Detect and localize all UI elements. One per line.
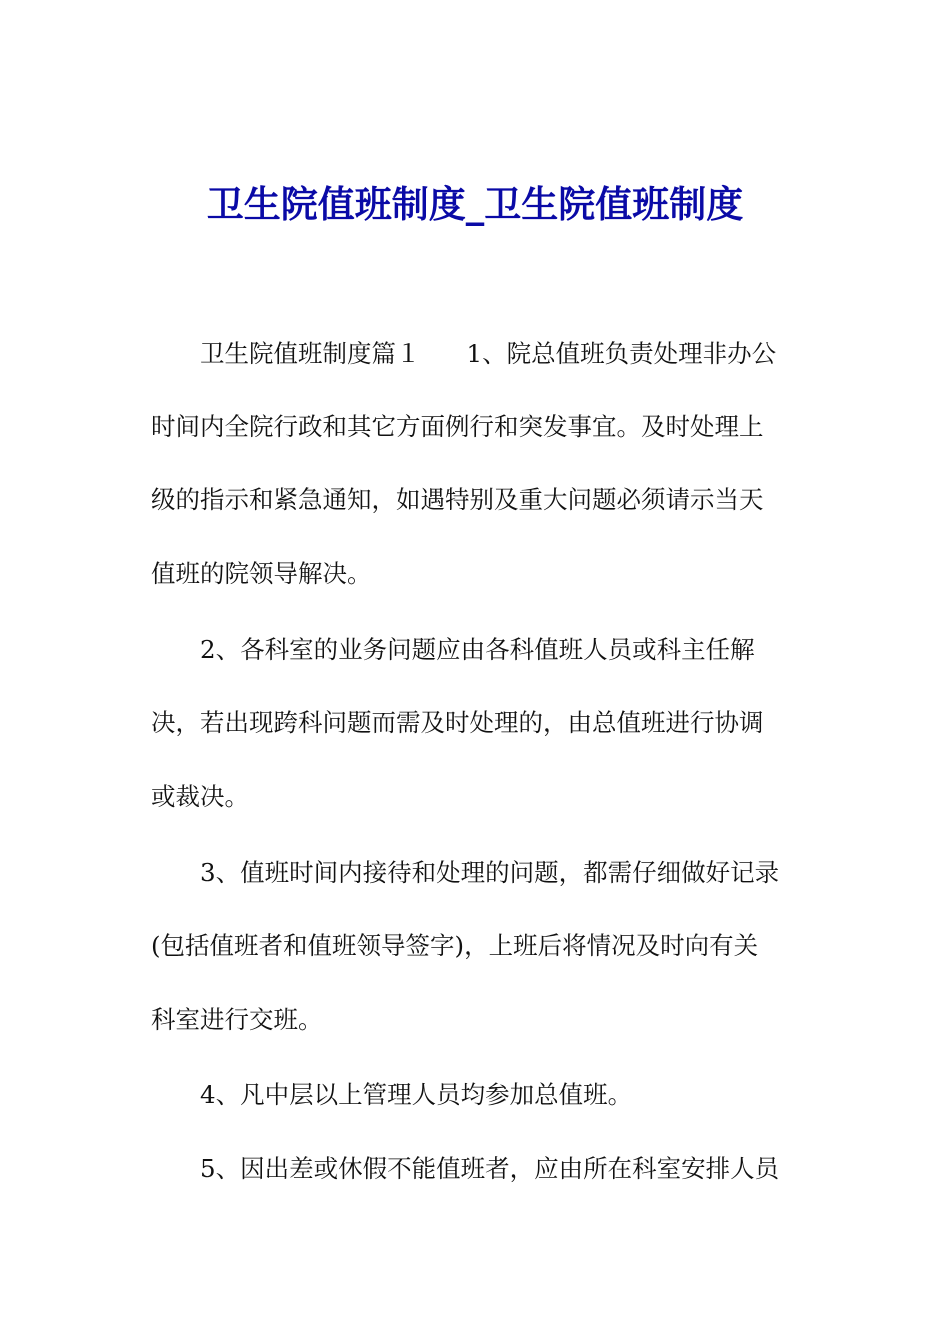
paragraph-1-line-3: 级的指示和紧急通知，如遇特别及重大问题必须请示当天 (151, 485, 764, 514)
paragraph-2-line-3: 或裁决。 (151, 782, 249, 811)
paragraph-3-line-3: 科室进行交班。 (151, 1005, 323, 1034)
paragraph-3-line-2: (包括值班者和值班领导签字)，上班后将情况及时向有关 (151, 931, 759, 960)
document-title: 卫生院值班制度_卫生院值班制度 (206, 182, 744, 226)
section-heading: 卫生院值班制度篇１ (200, 339, 421, 368)
paragraph-5-line-1: 5、因出差或休假不能值班者，应由所在科室安排人员 (200, 1154, 780, 1183)
paragraph-1-text: 1、院总值班负责处理非办公 (466, 339, 777, 368)
paragraph-1-line-2: 时间内全院行政和其它方面例行和突发事宜。及时处理上 (151, 412, 764, 441)
paragraph-3-line-1: 3、值班时间内接待和处理的问题，都需仔细做好记录 (200, 858, 780, 887)
paragraph-2-line-2: 决，若出现跨科问题而需及时处理的，由总值班进行协调 (151, 708, 764, 737)
paragraph-1-line-4: 值班的院领导解决。 (151, 559, 372, 588)
paragraph-2-line-1: 2、各科室的业务问题应由各科值班人员或科主任解 (200, 635, 755, 664)
paragraph-4-line-1: 4、凡中层以上管理人员均参加总值班。 (200, 1080, 633, 1109)
paragraph-1-line-1 (200, 338, 776, 370)
